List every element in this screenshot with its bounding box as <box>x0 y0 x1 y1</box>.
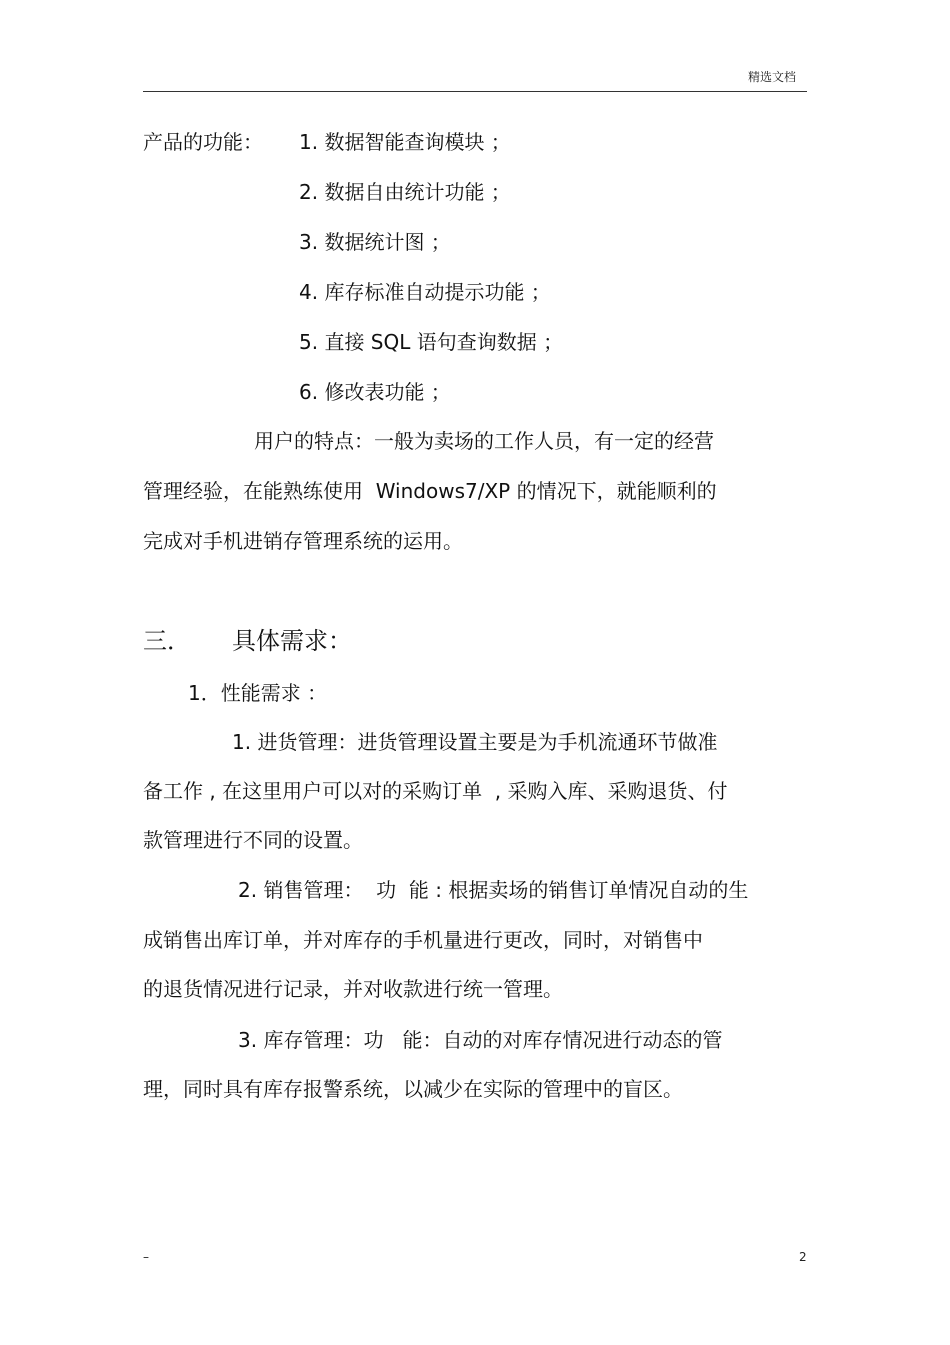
feature-item: 5. 直接 SQL 语句查询数据 ； <box>299 330 564 354</box>
features-label: 产品的功能： <box>143 130 263 154</box>
feature-item: 3. 数据统计图 ； <box>299 230 451 254</box>
user-traits-line: 完成对手机进销存管理系统的运用。 <box>143 529 463 553</box>
user-traits-line: 用户的特点：一般为卖场的工作人员，有一定的经营 <box>254 429 714 453</box>
user-traits-line: 管理经验，在能熟练使用 Windows7/XP 的情况下，就能顺利的 <box>143 479 717 503</box>
feature-item: 4. 库存标准自动提示功能 ； <box>299 280 551 304</box>
paragraph-line: 3. 库存管理：功 能：自动的对库存情况进行动态的管 <box>238 1028 723 1052</box>
paragraph-line: 的退货情况进行记录，并对收款进行统一管理。 <box>143 977 563 1001</box>
page-number: 2 <box>799 1250 807 1264</box>
paragraph-line: 备工作 , 在这里用户可以对的采购订单 , 采购入库、采购退货、付 <box>143 779 728 803</box>
section-number: 三． <box>143 627 191 655</box>
paragraph-line: 1. 进货管理：进货管理设置主要是为手机流通环节做准 <box>232 730 718 754</box>
section-title: 具体需求： <box>232 627 352 655</box>
paragraph-line: 2. 销售管理： 功 能 : 根据卖场的销售订单情况自动的生 <box>238 878 749 902</box>
subsection-heading: 1．性能需求 ： <box>188 681 328 705</box>
header-rule <box>143 91 807 92</box>
paragraph-line: 理，同时具有库存报警系统，以减少在实际的管理中的盲区。 <box>143 1077 683 1101</box>
footer-mark: – <box>143 1250 149 1264</box>
paragraph-line: 款管理进行不同的设置。 <box>143 828 363 852</box>
feature-item: 1. 数据智能查询模块 ； <box>299 130 511 154</box>
feature-item: 6. 修改表功能 ； <box>299 380 451 404</box>
paragraph-line: 成销售出库订单，并对库存的手机量进行更改，同时，对销售中 <box>143 928 703 952</box>
header-label: 精选文档 <box>748 70 797 84</box>
feature-item: 2. 数据自由统计功能 ； <box>299 180 511 204</box>
